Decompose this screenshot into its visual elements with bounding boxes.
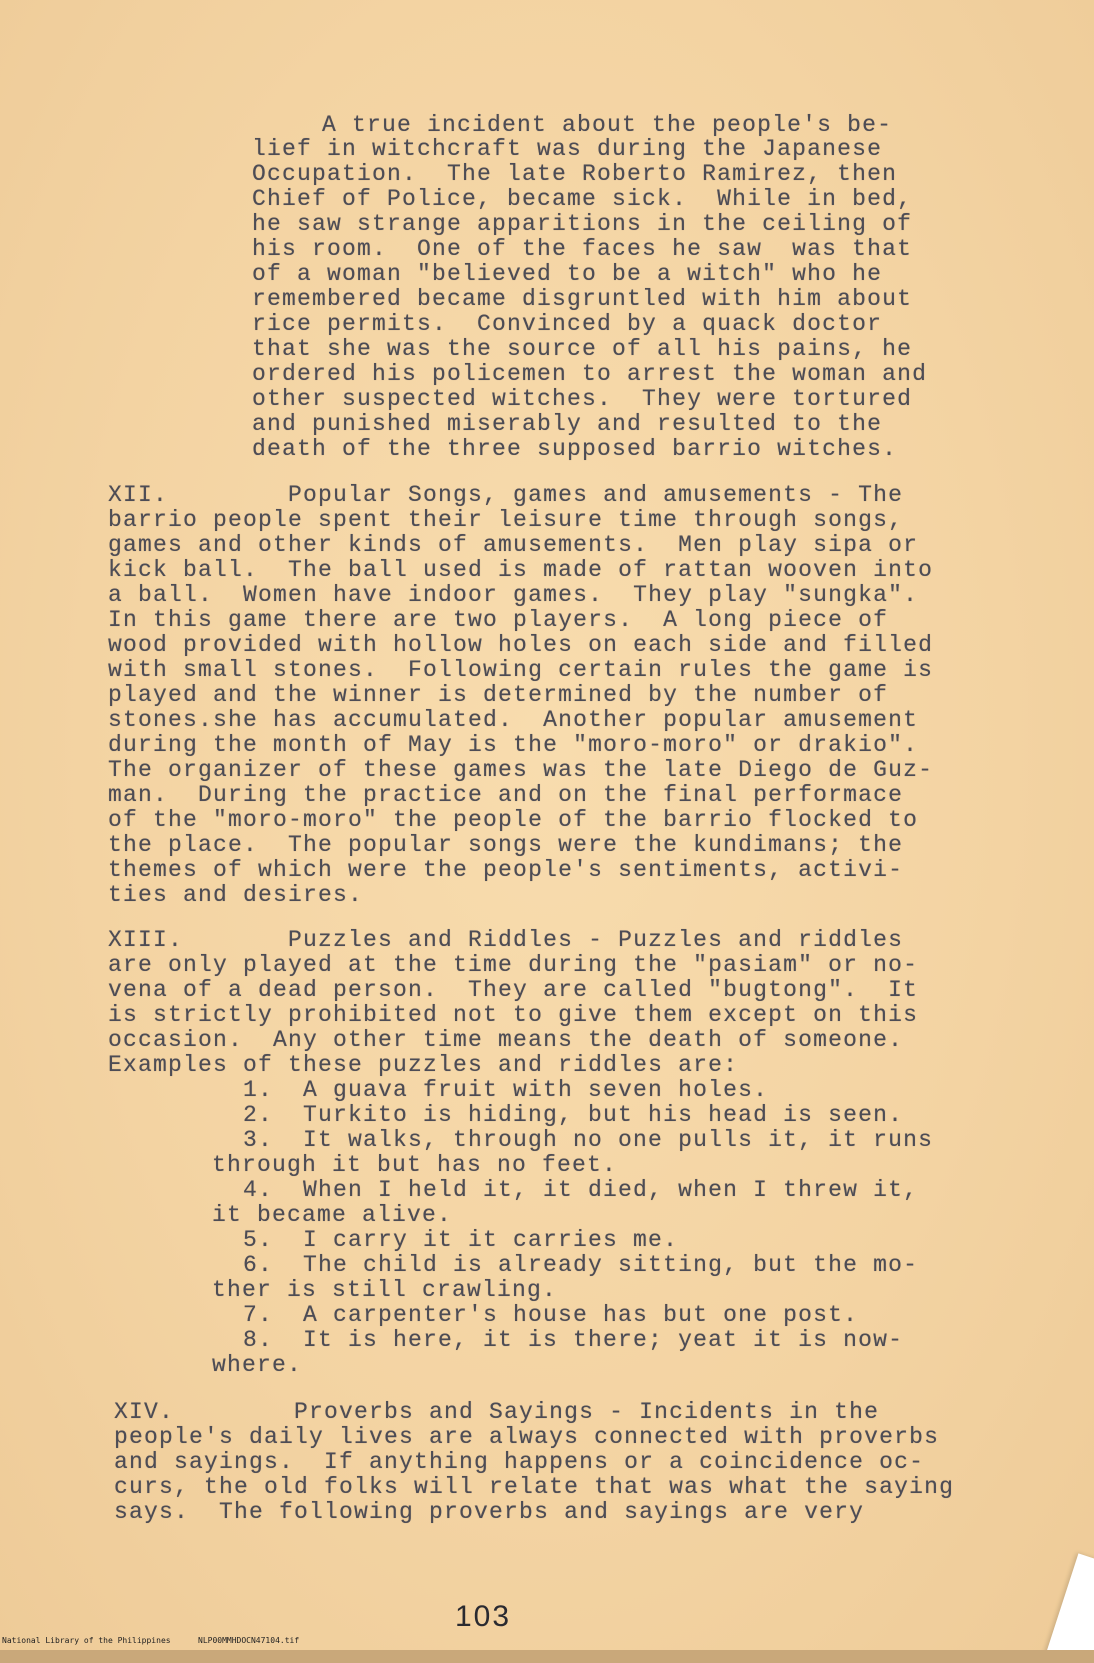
text-line: other suspected witches. They were tortured: [252, 386, 913, 412]
text-line: is strictly prohibited not to give them except on this: [108, 1002, 919, 1028]
list-item: 7. A carpenter's house has but one post.: [243, 1302, 859, 1328]
text-line: wood provided with hollow holes on each side and filled: [108, 632, 934, 658]
list-item-continuation: it became alive.: [212, 1202, 453, 1228]
list-item-continuation: ther is still crawling.: [212, 1277, 558, 1303]
list-item: 8. It is here, it is there; yeat it is now-: [243, 1327, 904, 1353]
text-line: of a woman "believed to be a witch" who he: [252, 261, 883, 287]
list-item: 5. I carry it it carries me.: [243, 1227, 679, 1253]
text-line: Chief of Police, became sick. While in bed,: [252, 186, 913, 212]
text-line: says. The following proverbs and sayings are very: [114, 1499, 865, 1525]
text-line: death of the three supposed barrio witches.: [252, 436, 898, 462]
page-number: 103: [455, 1600, 512, 1633]
text-line: the place. The popular songs were the kundimans; the: [108, 832, 904, 858]
text-line: stones.she has accumulated. Another popular amusement: [108, 707, 919, 733]
section-heading: XII. Popular Songs, games and amusements - The: [108, 482, 904, 508]
footer-filename: NLP00MMHDOCN47104.tif: [198, 1636, 300, 1645]
text-line: a ball. Women have indoor games. They play "sungka".: [108, 582, 919, 608]
text-line: man. During the practice and on the final performace: [108, 782, 904, 808]
text-line: The organizer of these games was the late Diego de Guz-: [108, 757, 934, 783]
section-heading: XIV. Proverbs and Sayings - Incidents in the: [114, 1399, 880, 1425]
text-line: A true incident about the people's be-: [322, 112, 893, 138]
text-line: he saw strange apparitions in the ceiling of: [252, 211, 913, 237]
list-item: 4. When I held it, it died, when I threw it,: [243, 1177, 919, 1203]
list-item-continuation: where.: [212, 1352, 303, 1378]
text-line: themes of which were the people's sentiments, activi-: [108, 857, 904, 883]
text-line: Occupation. The late Roberto Ramirez, then: [252, 161, 898, 187]
text-line: games and other kinds of amusements. Men play sipa or: [108, 532, 919, 558]
text-line: kick ball. The ball used is made of rattan wooven into: [108, 557, 934, 583]
text-line: are only played at the time during the "pasiam" or no-: [108, 952, 919, 978]
text-line: that she was the source of all his pains, he: [252, 336, 913, 362]
text-line: played and the winner is determined by the number of: [108, 682, 889, 708]
text-line: Examples of these puzzles and riddles are:: [108, 1052, 739, 1078]
list-item: 2. Turkito is hiding, but his head is seen.: [243, 1102, 904, 1128]
text-line: In this game there are two players. A long piece of: [108, 607, 889, 633]
text-line: vena of a dead person. They are called "bugtong". It: [108, 977, 919, 1003]
list-item-continuation: through it but has no feet.: [212, 1152, 618, 1178]
text-line: people's daily lives are always connected with proverbs: [114, 1424, 940, 1450]
text-line: barrio people spent their leisure time through songs,: [108, 507, 904, 533]
text-line: and sayings. If anything happens or a coincidence oc-: [114, 1449, 925, 1475]
text-line: with small stones. Following certain rules the game is: [108, 657, 934, 683]
text-line: lief in witchcraft was during the Japanese: [252, 136, 883, 162]
text-line: his room. One of the faces he saw was that: [252, 236, 913, 262]
list-item: 1. A guava fruit with seven holes.: [243, 1077, 769, 1103]
text-line: occasion. Any other time means the death of someone.: [108, 1027, 904, 1053]
list-item: 3. It walks, through no one pulls it, it runs: [243, 1127, 934, 1153]
section-heading: XIII. Puzzles and Riddles - Puzzles and riddles: [108, 927, 904, 953]
text-line: during the month of May is the "moro-moro" or drakio".: [108, 732, 919, 758]
text-line: rice permits. Convinced by a quack doctor: [252, 311, 883, 337]
text-line: remembered became disgruntled with him about: [252, 286, 913, 312]
text-line: of the "moro-moro" the people of the barrio flocked to: [108, 807, 919, 833]
footer-library: National Library of the Philippines: [2, 1636, 171, 1645]
text-line: ties and desires.: [108, 882, 364, 908]
text-line: ordered his policemen to arrest the woman and: [252, 361, 928, 387]
text-line: curs, the old folks will relate that was what the saying: [114, 1474, 955, 1500]
list-item: 6. The child is already sitting, but the mo-: [243, 1252, 919, 1278]
text-line: and punished miserably and resulted to the: [252, 411, 883, 437]
